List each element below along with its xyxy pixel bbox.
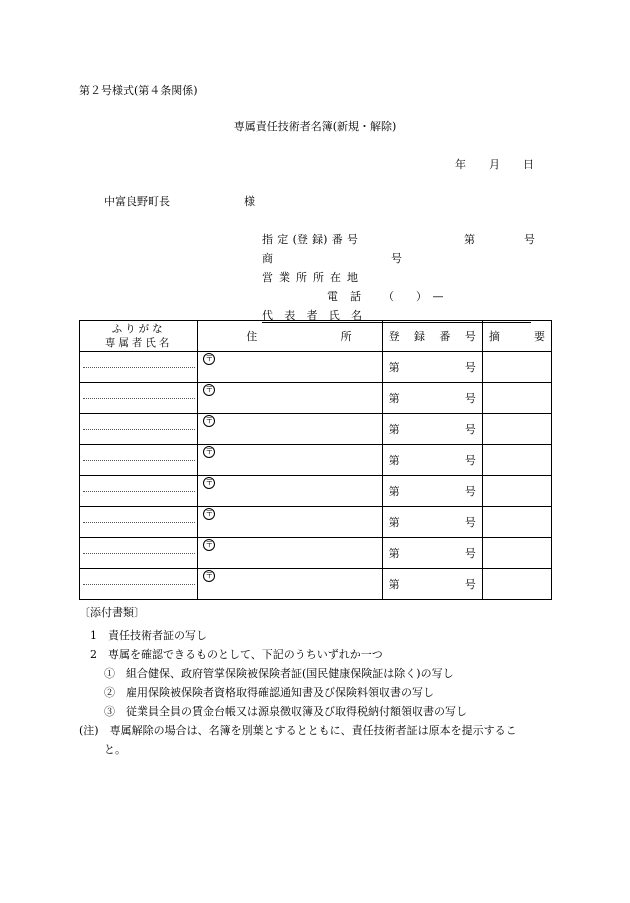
postal-mark-icon: 〒 xyxy=(205,571,214,580)
attachment-item-1: 1 責任技術者証の写し xyxy=(90,629,207,642)
reg-dai: 第 xyxy=(388,547,400,560)
registration-cell[interactable] xyxy=(382,445,482,476)
registration-cell[interactable] xyxy=(382,569,482,600)
header-name: ふりがな 専属者氏名 xyxy=(80,321,198,352)
table-header-row xyxy=(80,321,552,352)
remarks-cell[interactable] xyxy=(482,538,551,569)
note-line-1: (注) 専属解除の場合は、名簿を別葉とするとともに、責任技術者証は原本を提示するこ xyxy=(79,724,517,737)
registration-number-label: 指 定 (登 録) 番 号 xyxy=(262,233,358,246)
attachment-item-2b: ② 雇用保険被保険者資格取得確認通知書及び保険料領収書の写し xyxy=(104,686,434,699)
reg-go: 号 xyxy=(464,454,476,467)
addressee: 中富良野町長 xyxy=(104,195,170,208)
reg-dai: 第 xyxy=(388,392,400,405)
registration-cell[interactable] xyxy=(382,476,482,507)
table-row xyxy=(80,445,552,476)
table-row xyxy=(80,569,552,600)
registration-go: 号 xyxy=(524,233,535,246)
name-cell[interactable] xyxy=(80,445,198,476)
furigana-divider xyxy=(83,429,195,430)
remarks-cell[interactable] xyxy=(482,507,551,538)
honorific: 様 xyxy=(244,195,255,208)
reg-dai: 第 xyxy=(388,485,400,498)
form-number: 第２号様式(第４条関係) xyxy=(79,84,198,97)
registration-cell[interactable] xyxy=(382,507,482,538)
postal-mark-icon: 〒 xyxy=(205,478,214,487)
reg-go: 号 xyxy=(464,547,476,560)
registration-cell[interactable] xyxy=(382,538,482,569)
remarks-cell[interactable] xyxy=(482,352,551,383)
table-row xyxy=(80,414,552,445)
remarks-cell[interactable] xyxy=(482,383,551,414)
name-cell[interactable] xyxy=(80,352,198,383)
name-cell[interactable] xyxy=(80,414,198,445)
attachment-item-2c: ③ 従業員全員の賃金台帳又は源泉徴収簿及び取得税納付額領収書の写し xyxy=(104,705,467,718)
header-remarks: 摘 要 xyxy=(482,321,551,352)
table-row xyxy=(80,476,552,507)
table-row xyxy=(80,352,552,383)
table-row xyxy=(80,507,552,538)
furigana-divider xyxy=(83,584,195,585)
representative-name-label: 代 表 者 氏 名 xyxy=(262,309,362,322)
reg-go: 号 xyxy=(464,361,476,374)
postal-mark-icon: 〒 xyxy=(205,354,214,363)
reg-go: 号 xyxy=(464,423,476,436)
remarks-cell[interactable] xyxy=(482,445,551,476)
reg-dai: 第 xyxy=(388,454,400,467)
address-cell[interactable] xyxy=(198,414,382,445)
registration-cell[interactable] xyxy=(382,352,482,383)
roster-table xyxy=(79,320,552,600)
furigana-divider xyxy=(83,398,195,399)
address-cell[interactable] xyxy=(198,352,382,383)
postal-mark-icon: 〒 xyxy=(205,540,214,549)
postal-mark-icon: 〒 xyxy=(205,447,214,456)
reg-dai: 第 xyxy=(388,423,400,436)
address-cell[interactable] xyxy=(198,507,382,538)
furigana-divider xyxy=(83,460,195,461)
date-day: 日 xyxy=(523,158,534,171)
attachment-item-2a: ① 組合健保、政府管掌保険被保険者証(国民健康保険証は除く)の写し xyxy=(104,667,454,680)
office-address-label: 営 業 所 所 在 地 xyxy=(262,271,358,284)
remarks-cell[interactable] xyxy=(482,414,551,445)
name-cell[interactable] xyxy=(80,476,198,507)
date-year: 年 xyxy=(455,158,466,171)
reg-dai: 第 xyxy=(388,361,400,374)
address-cell[interactable] xyxy=(198,538,382,569)
remarks-cell[interactable] xyxy=(482,569,551,600)
reg-go: 号 xyxy=(464,516,476,529)
registration-dai: 第 xyxy=(464,233,475,246)
date-month: 月 xyxy=(489,158,500,171)
reg-go: 号 xyxy=(464,485,476,498)
name-cell[interactable] xyxy=(80,538,198,569)
note-line-2: と。 xyxy=(104,743,126,756)
attachments-heading: 〔添付書類〕 xyxy=(79,606,145,619)
address-cell[interactable] xyxy=(198,476,382,507)
document-title: 専属責任技術者名簿(新規・解除) xyxy=(233,120,397,133)
reg-go: 号 xyxy=(464,578,476,591)
telephone-field[interactable]: （ ） — xyxy=(383,290,444,303)
registration-cell[interactable] xyxy=(382,414,482,445)
furigana-divider xyxy=(83,553,195,554)
furigana-divider xyxy=(83,522,195,523)
reg-dai: 第 xyxy=(388,516,400,529)
header-registration: 登 録 番 号 xyxy=(382,321,482,352)
header-address: 住 所 xyxy=(198,321,382,352)
telephone-label: 電 話 xyxy=(327,290,361,303)
postal-mark-icon: 〒 xyxy=(205,416,214,425)
name-cell[interactable] xyxy=(80,383,198,414)
registration-cell[interactable] xyxy=(382,383,482,414)
name-cell[interactable] xyxy=(80,569,198,600)
address-cell[interactable] xyxy=(198,569,382,600)
address-cell[interactable] xyxy=(198,445,382,476)
postal-mark-icon: 〒 xyxy=(205,509,214,518)
reg-dai: 第 xyxy=(388,578,400,591)
reg-go: 号 xyxy=(464,392,476,405)
address-cell[interactable] xyxy=(198,383,382,414)
postal-mark-icon: 〒 xyxy=(205,385,214,394)
furigana-divider xyxy=(83,367,195,368)
name-cell[interactable] xyxy=(80,507,198,538)
trade-name-label: 商 号 xyxy=(262,252,402,265)
table-row xyxy=(80,538,552,569)
table-row xyxy=(80,383,552,414)
remarks-cell[interactable] xyxy=(482,476,551,507)
attachment-item-2: 2 専属を確認できるものとして、下記のうちいずれか一つ xyxy=(90,648,383,661)
furigana-divider xyxy=(83,491,195,492)
